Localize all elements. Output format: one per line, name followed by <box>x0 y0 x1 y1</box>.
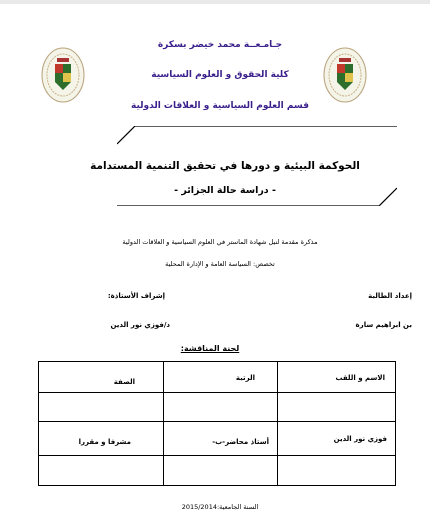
thesis-title: الحوكمة البيئية و دورها في تحقيق التنمية المستدامة <box>90 160 360 172</box>
document-page <box>10 4 430 510</box>
university-logo-left <box>40 46 86 104</box>
thesis-specialty: تخصص: السياسة العامة و الإدارة المحلية <box>165 260 275 268</box>
supervisor-label: إشراف الأستاذة: <box>107 292 165 300</box>
table-header-name: الاسم و اللقب <box>335 374 385 382</box>
table-cell-member-rank: أستاذ محاضر-ب- <box>212 438 269 446</box>
student-name: بن ابراهيم سارة <box>355 321 412 329</box>
supervisor-name: د/فوزي نور الدين <box>110 321 170 329</box>
committee-heading: لجنة المناقشة: <box>180 344 240 353</box>
academic-year: السنة الجامعية:2015/2014 <box>181 503 259 511</box>
table-row-divider <box>39 421 395 422</box>
table-col-divider <box>163 362 164 485</box>
university-name: جـامـعــة محمد خيضر بسكرة <box>157 40 283 50</box>
prepared-by-label: إعداد الطالبة <box>368 292 412 300</box>
table-col-divider <box>277 362 278 485</box>
table-header-rank: الرتبة <box>235 374 255 382</box>
table-cell-member-role: مشرفا و مقررا <box>78 438 131 446</box>
thesis-description: مذكرة مقدمة لنيل شهادة الماستر في العلوم السياسية و العلاقات الدولية <box>122 238 318 246</box>
table-cell-member-name: فوزي نور الدين <box>333 435 387 443</box>
table-row-divider <box>39 455 395 456</box>
table-row-divider <box>39 392 395 393</box>
department-name: قسم العلوم السياسية و العلاقات الدولية <box>131 101 309 111</box>
committee-table <box>38 361 396 486</box>
thesis-subtitle: - دراسة حالة الجزائر - <box>174 185 276 196</box>
table-header-role: الصفة <box>113 378 135 386</box>
faculty-name: كلية الحقوق و العلوم السياسية <box>151 70 289 80</box>
